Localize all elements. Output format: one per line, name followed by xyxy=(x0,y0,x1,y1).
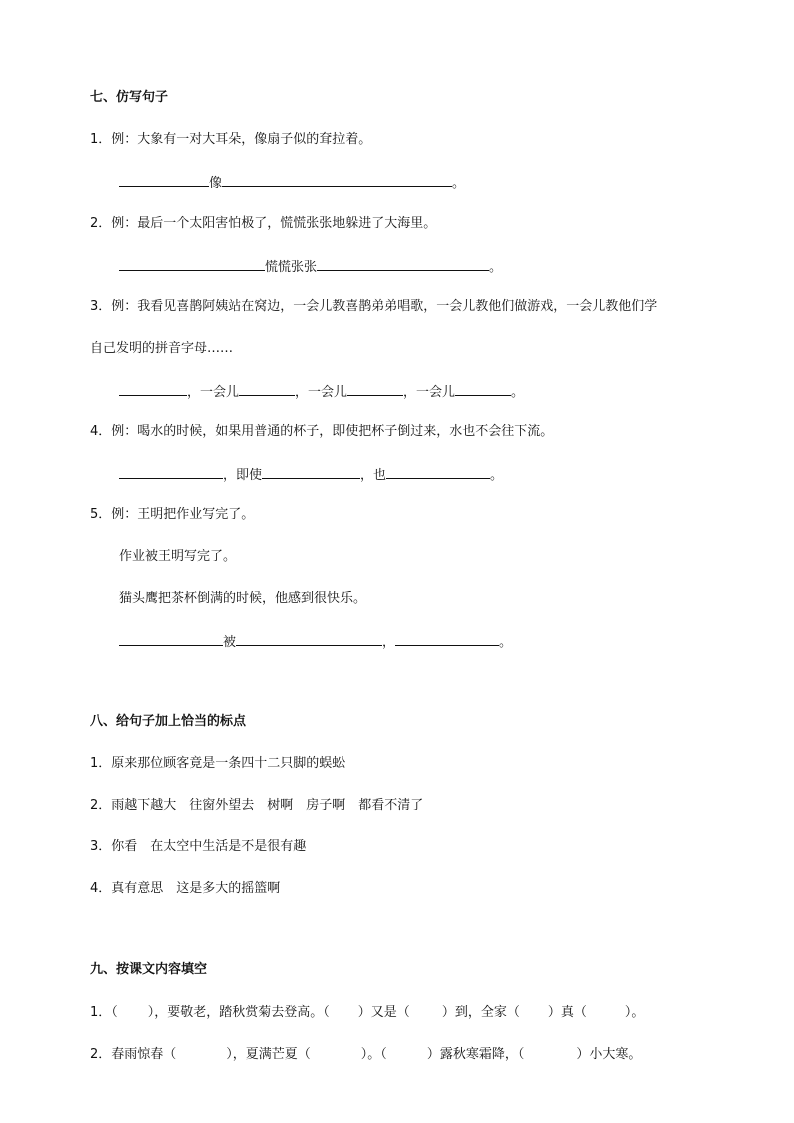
blank[interactable] xyxy=(222,172,452,187)
blank[interactable] xyxy=(395,631,499,646)
blank[interactable] xyxy=(347,381,403,396)
blank[interactable] xyxy=(455,381,511,396)
punct: 。 xyxy=(490,468,504,483)
blank[interactable] xyxy=(119,256,265,271)
text: 1．（ xyxy=(90,1005,118,1020)
q7-5-example: 5．例：王明把作业写完了。 xyxy=(90,507,255,522)
text: ）又是（ xyxy=(357,1005,410,1020)
punct: 。 xyxy=(511,385,525,400)
text: ）。（ xyxy=(360,1047,387,1062)
text: ）露秋寒霜降，（ xyxy=(426,1047,525,1062)
blank[interactable] xyxy=(239,381,295,396)
prompt-word: ， xyxy=(382,635,396,650)
text: ）小大寒。 xyxy=(576,1047,642,1062)
q7-1-example: 1．例：大象有一对大耳朵，像扇子似的耷拉着。 xyxy=(90,132,372,147)
q7-3-example-line1: 3．例：我看见喜鹊阿姨站在窝边，一会儿教喜鹊弟弟唱歌，一会儿教他们做游戏，一会儿教他们学 xyxy=(90,299,658,314)
q8-item: 4．真有意思 这是多大的摇篮啊 xyxy=(90,881,281,896)
text: ），要敬老，踏秋赏菊去登高。（ xyxy=(147,1005,330,1020)
prompt-word: ，一会儿 xyxy=(295,385,348,400)
q7-2-answer-line xyxy=(119,256,502,278)
blank[interactable] xyxy=(317,256,489,271)
blank[interactable] xyxy=(386,464,490,479)
q7-5-prompt: 猫头鹰把茶杯倒满的时候，他感到很快乐。 xyxy=(119,591,367,606)
section-7-heading: 七、仿写句子 xyxy=(90,90,169,105)
blank[interactable] xyxy=(119,172,209,187)
q7-3-example-line2: 自己发明的拼音字母…… xyxy=(90,341,234,356)
section-8-heading: 八、给句子加上恰当的标点 xyxy=(90,714,247,729)
q8-item: 3．你看 在太空中生活是不是很有趣 xyxy=(90,839,307,854)
prompt-word: 被 xyxy=(223,635,237,650)
punct: 。 xyxy=(489,260,503,275)
blank[interactable] xyxy=(236,631,382,646)
prompt-word: 像 xyxy=(209,176,223,191)
text: ）真（ xyxy=(547,1005,587,1020)
q8-item: 2．雨越下越大 往窗外望去 树啊 房子啊 都看不清了 xyxy=(90,798,424,813)
q8-item: 1．原来那位顾客竟是一条四十二只脚的蜈蚣 xyxy=(90,756,346,771)
q9-1 xyxy=(90,1003,644,1023)
blank[interactable] xyxy=(262,464,360,479)
prompt-word: ，一会儿 xyxy=(187,385,240,400)
q7-4-example: 4．例：喝水的时候，如果用普通的杯子，即使把杯子倒过来，水也不会往下流。 xyxy=(90,424,554,439)
section-9-heading: 九、按课文内容填空 xyxy=(90,962,208,977)
text: ）到，全家（ xyxy=(441,1005,520,1020)
q7-1-answer-line xyxy=(119,172,465,194)
q9-2 xyxy=(90,1045,641,1065)
prompt-word: 慌慌张张 xyxy=(265,260,318,275)
blank[interactable] xyxy=(119,464,223,479)
blank[interactable] xyxy=(119,631,223,646)
q7-5-example-line2: 作业被王明写完了。 xyxy=(119,549,237,564)
text: ），夏满芒夏（ xyxy=(226,1047,311,1062)
blank[interactable] xyxy=(119,381,187,396)
text: ）。 xyxy=(624,1005,645,1020)
prompt-word: ，即使 xyxy=(223,468,263,483)
punct: 。 xyxy=(499,635,513,650)
q7-3-answer-line xyxy=(119,381,524,403)
punct: 。 xyxy=(452,176,466,191)
prompt-word: ，也 xyxy=(360,468,387,483)
q7-4-answer-line xyxy=(119,464,503,486)
prompt-word: ，一会儿 xyxy=(403,385,456,400)
q7-5-answer-line xyxy=(119,631,512,653)
q7-2-example: 2．例：最后一个太阳害怕极了，慌慌张张地躲进了大海里。 xyxy=(90,216,437,231)
text: 2．春雨惊春（ xyxy=(90,1047,177,1062)
